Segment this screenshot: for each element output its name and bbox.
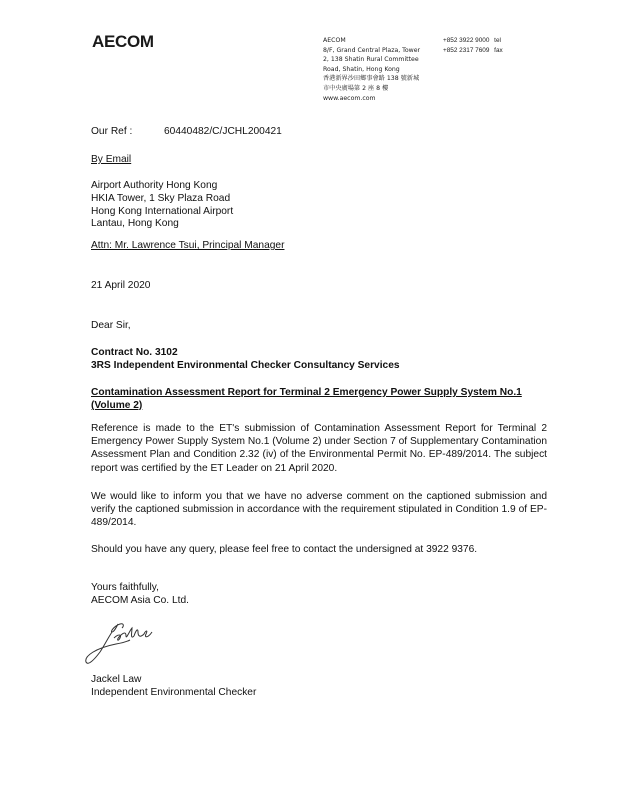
recipient-line: HKIA Tower, 1 Sky Plaza Road bbox=[91, 192, 231, 204]
recipient-line: Hong Kong International Airport bbox=[91, 205, 234, 217]
fax-line bbox=[443, 46, 503, 56]
letter-date: 21 April 2020 bbox=[91, 280, 151, 291]
closing-block bbox=[91, 582, 189, 608]
delivery-method: By Email bbox=[91, 154, 132, 165]
body-paragraph-2: We would like to inform you that we have no adverse comment on the captioned submission and verify the captioned submission in accordance with the requirement stipulated in Condition 1.9 of EP-489/2014. bbox=[91, 491, 547, 529]
recipient-line: Lantau, Hong Kong bbox=[91, 218, 179, 230]
website-link[interactable]: www.aecom.com bbox=[323, 94, 376, 102]
signatory-name: Jackel Law bbox=[91, 674, 142, 685]
contract-number: Contract No. 3102 bbox=[91, 347, 178, 358]
contract-heading bbox=[91, 347, 400, 373]
subject-line-1: Contamination Assessment Report for Terminal 2 Emergency Power Supply System No.1 bbox=[91, 387, 522, 398]
subject-line-2: (Volume 2) bbox=[91, 399, 143, 411]
signatory-title: Independent Environmental Checker bbox=[91, 686, 257, 698]
valediction: Yours faithfully, bbox=[91, 582, 159, 593]
fax-label: fax bbox=[494, 46, 503, 54]
body-paragraph-1: Reference is made to the ET's submission of Contamination Assessment Report for Terminal 2 Emergency Power Supply System No.1 (Volume 2) under Section 7 of Supplementary Contamination Assessment Plan and Condition 2.32 (iv) of the Environmental Permit No. EP-489/2014. The subject report was certified by the ET Leader on 21 April 2020. bbox=[91, 423, 547, 474]
attention-line: Attn: Mr. Lawrence Tsui, Principal Manager bbox=[91, 240, 285, 251]
aecom-logo: AECOM bbox=[92, 32, 154, 51]
recipient-address bbox=[91, 180, 233, 231]
closing-company: AECOM Asia Co. Ltd. bbox=[91, 594, 189, 606]
company-address bbox=[323, 36, 420, 103]
address-line: AECOM bbox=[323, 37, 346, 44]
body-paragraph-3: Should you have any query, please feel free to contact the undersigned at 3922 9376. bbox=[91, 544, 478, 555]
phone-number: +852 3922 9000 bbox=[443, 37, 490, 44]
address-line-chinese: 香港新界沙田鄉事會路 138 號新城 bbox=[323, 75, 420, 83]
phone-label: tel bbox=[494, 37, 501, 44]
recipient-line: Airport Authority Hong Kong bbox=[91, 180, 218, 191]
fax-number: +852 2317 7609 bbox=[443, 46, 490, 54]
address-line: 8/F, Grand Central Plaza, Tower bbox=[323, 46, 421, 54]
address-line: 2, 138 Shatin Rural Committee bbox=[323, 56, 419, 64]
reference-value: 60440482/C/JCHL200421 bbox=[164, 126, 282, 137]
signatory-block bbox=[91, 674, 256, 700]
subject-heading bbox=[91, 387, 522, 413]
company-contact bbox=[443, 36, 503, 55]
address-line-chinese: 市中央廣場第 2 座 8 樓 bbox=[323, 84, 389, 92]
salutation: Dear Sir, bbox=[91, 320, 131, 331]
reference-label: Our Ref : bbox=[91, 126, 133, 137]
handwritten-signature-icon bbox=[82, 618, 172, 670]
phone-line bbox=[443, 36, 503, 46]
address-line: Road, Shatin, Hong Kong bbox=[323, 65, 400, 73]
contract-title: 3RS Independent Environmental Checker Consultancy Services bbox=[91, 359, 400, 371]
